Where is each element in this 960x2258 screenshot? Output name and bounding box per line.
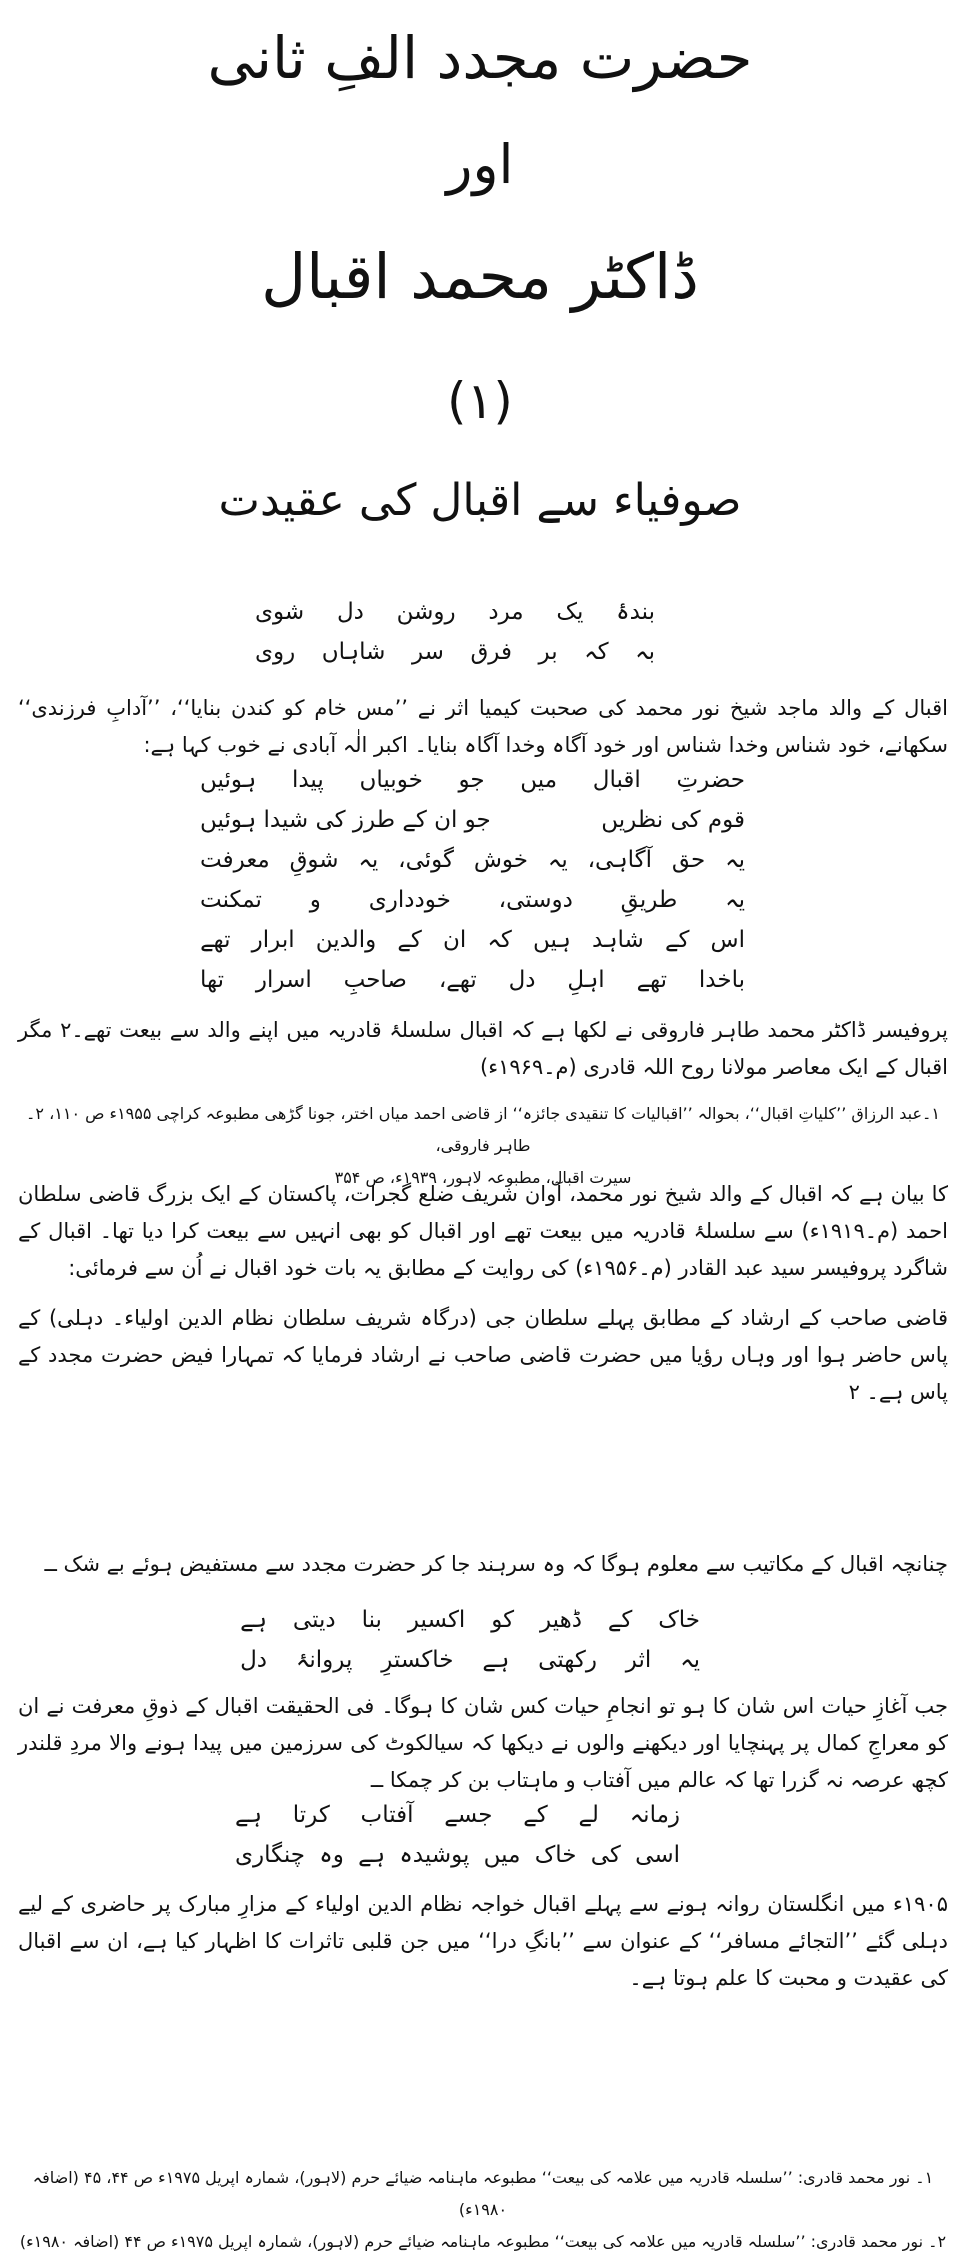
verse-word: روشن	[396, 599, 456, 625]
footnote-line: سیرت اقبال، مطبوعہ لاہور، ۱۹۳۹ء، ص ۳۵۴	[334, 1168, 632, 1187]
verse-line	[200, 960, 745, 1000]
verse-word: میں	[483, 1842, 521, 1868]
verse-line	[255, 632, 655, 672]
verse-persian-couplet	[255, 592, 655, 672]
verse-word: تھے	[200, 927, 231, 953]
verse-word: روی	[255, 639, 296, 665]
verse-word: ڈھیر	[539, 1607, 582, 1633]
verse-word: پیدا	[291, 767, 324, 793]
paragraph-1: اقبال کے والد ماجد شیخ نور محمد کی صحبت کیمیا اثر نے ’’مس خام کو کندن بنایا‘‘، ’’آدابِ فرزندی‘‘ سکھانے، خود شناس وخدا شناس اور خود آگاہ وخدا آگاہ بنایا۔ اکبر الٰہ آبادی نے خوب کہا ہے:	[18, 696, 948, 757]
section-number: (۱)	[447, 372, 513, 430]
verse-word: گوئی،	[398, 847, 454, 873]
verse-word: اقبال	[592, 767, 641, 793]
verse-word: کو	[491, 1607, 515, 1633]
footnotes-2	[18, 2162, 948, 2258]
verse-khak-ke-dhair	[240, 1600, 700, 1680]
verse-word: بر	[538, 639, 558, 665]
verse-word: اہلِ	[567, 967, 605, 993]
verse-word: ہے	[240, 1607, 268, 1633]
verse-word: کرتا	[292, 1802, 330, 1828]
verse-line	[235, 1835, 680, 1875]
paragraph-7: ۱۹۰۵ء میں انگلستان روانہ ہونے سے پہلے اقبال خواجہ نظام الدین اولیاء کے مزارِ مبارک پر حاضری کے لیے دہلی گئے ’’التجائے مسافر‘‘ کے عنوان سے ’’بانگِ درا‘‘ میں جن قلبی تاثرات کا اظہار کیا ہے، ان سے اقبال کی عقیدت و محبت کا علم ہوتا ہے۔	[18, 1892, 948, 1990]
section-title: صوفیاء سے اقبال کی عقیدت	[218, 475, 742, 526]
verse-word: یہ	[358, 847, 379, 873]
verse-line	[200, 880, 745, 920]
verse-word: پوشیدہ	[399, 1842, 470, 1868]
title-connector: اور	[446, 133, 514, 196]
verse-word: فرق	[470, 639, 512, 665]
verse-line	[200, 760, 745, 800]
verse-word: جو ان کے طرز کی شیدا ہوئیں	[200, 807, 491, 833]
verse-word: شاہد	[592, 927, 644, 953]
verse-line	[200, 840, 745, 880]
verse-word: والدین	[315, 927, 377, 953]
verse-akbar-allahabadi	[200, 760, 745, 1000]
verse-word: ان	[442, 927, 467, 953]
verse-word: دیتی	[292, 1607, 336, 1633]
verse-word: یہ	[725, 887, 745, 913]
verse-word: یہ	[547, 847, 568, 873]
verse-word: باخدا	[698, 967, 745, 993]
verse-line	[240, 1600, 700, 1640]
verse-word: تمکنت	[200, 887, 262, 913]
footnote-line: ۱۔عبد الرزاق ’’کلیاتِ اقبال‘‘، بحوالہ ’’اقبالیات کا تنقیدی جائزہ‘‘ از قاضی احمد میاں اختر، جونا گڑھی مطبوعہ کراچی ۱۹۵۵ء ص ۱۱۰، ۲۔ طاہر فاروقی،	[26, 1104, 940, 1155]
verse-word: چنگاری	[235, 1842, 305, 1868]
verse-word: صاحبِ	[343, 967, 407, 993]
verse-line	[200, 800, 745, 840]
verse-word: وہ	[319, 1842, 344, 1868]
verse-word: ہیں	[532, 927, 571, 953]
verse-word: اثر	[625, 1647, 652, 1673]
verse-word: کے	[397, 927, 422, 953]
verse-word: سر	[411, 639, 444, 665]
verse-word: ابرار	[251, 927, 295, 953]
verse-word: معرفت	[200, 847, 270, 873]
paragraph-3: کا بیان ہے کہ اقبال کے والد شیخ نور محمد، آوان شریف ضلع گجرات، پاکستان کے ایک بزرگ قاضی سلطان احمد (م۔۱۹۱۹ء) سے سلسلۂ قادریہ میں بیعت تھے اور اقبال کو بھی انہیں سے بیعت کرا دیا تھا۔ اقبال کے شاگرد پروفیسر سید عبد القادر (م۔۱۹۵۶ء) کی روایت کے مطابق یہ بات خود اقبال نے اُن سے فرمائی:	[18, 1182, 949, 1280]
verse-word: تھے	[636, 967, 668, 993]
verse-word: میں	[520, 767, 558, 793]
verse-word: کے	[523, 1802, 548, 1828]
verse-line	[200, 920, 745, 960]
verse-word: ہے	[482, 1647, 510, 1673]
verse-word: مرد	[488, 599, 524, 625]
verse-word: بنا	[361, 1607, 382, 1633]
verse-word: آگاہی،	[587, 847, 653, 873]
verse-word: کی	[590, 1842, 621, 1868]
verse-word: پروانۂ	[295, 1647, 353, 1673]
verse-word: اسرار	[255, 967, 312, 993]
verse-word: ہے	[235, 1802, 262, 1828]
verse-word: دل	[508, 967, 536, 993]
verse-word: لے	[578, 1802, 599, 1828]
verse-word: خاکسترِ	[381, 1647, 454, 1673]
verse-word: اسی	[635, 1842, 680, 1868]
verse-word: شاہاں	[321, 639, 386, 665]
verse-zamana-le-ke	[235, 1795, 680, 1875]
verse-word: رکھتی	[538, 1647, 597, 1673]
verse-word: یک	[556, 599, 584, 625]
verse-word: حضرتِ	[676, 767, 745, 793]
verse-word: کہ	[584, 639, 609, 665]
paragraph-5: چنانچہ اقبال کے مکاتیب سے معلوم ہوگا کہ وہ سرہند جا کر حضرت مجدد سے مستفیض ہوئے بے شک ــ	[44, 1552, 948, 1576]
footnote-line: ۲۔ نور محمد قادری: ’’سلسلہ قادریہ میں علامہ کی بیعت‘‘ مطبوعہ ماہنامہ ضیائے حرم (لاہور)، شمارہ اپریل ۱۹۷۵ء ص ۴۴ (اضافہ ۱۹۸۰ء)	[19, 2232, 947, 2251]
verse-word: دوستی،	[498, 887, 573, 913]
verse-word: حق	[671, 847, 706, 873]
verse-word: یہ	[680, 1647, 700, 1673]
verse-word: بہ	[635, 639, 655, 665]
verse-word: تھا	[200, 967, 225, 993]
verse-word: اکسیر	[407, 1607, 466, 1633]
verse-line	[240, 1640, 700, 1680]
page-subtitle: ڈاکٹر محمد اقبال	[261, 240, 699, 313]
verse-word: و	[309, 887, 321, 913]
verse-word: خاک	[658, 1607, 700, 1633]
verse-word: یہ	[725, 847, 745, 873]
verse-word: کے	[664, 927, 690, 953]
verse-word: جسے	[444, 1802, 493, 1828]
verse-word: جو	[458, 767, 485, 793]
verse-word: بندۂ	[616, 599, 655, 625]
verse-word: شوقِ	[289, 847, 339, 873]
page-title: حضرت مجدد الفِ ثانی	[207, 24, 753, 92]
verse-word: تھے،	[438, 967, 477, 993]
verse-word: کہ	[487, 927, 512, 953]
verse-word: ہے	[358, 1842, 386, 1868]
verse-line	[255, 592, 655, 632]
verse-word: آفتاب	[360, 1802, 414, 1828]
verse-word: شوی	[255, 599, 305, 625]
verse-word: اس	[710, 927, 745, 953]
verse-word: طریقِ	[620, 887, 678, 913]
verse-word: قوم کی نظریں	[601, 807, 745, 833]
footnote-line: ۱۔ نور محمد قادری: ’’سلسلہ قادریہ میں علامہ کی بیعت‘‘ مطبوعہ ماہنامہ ضیائے حرم (لاہور)، شمارہ اپریل ۱۹۷۵ء ص ۴۴، ۴۵ (اضافہ ۱۹۸۰ء)	[32, 2168, 934, 2219]
verse-word: خاک	[534, 1842, 577, 1868]
verse-word: خوش	[473, 847, 529, 873]
verse-word: خوبیاں	[359, 767, 423, 793]
verse-word: ہوئیں	[200, 767, 257, 793]
paragraph-6: جب آغازِ حیات اس شان کا ہو تو انجامِ حیات کس شان کا ہوگا۔ فی الحقیقت اقبال کے ذوقِ معرفت نے ان کو معراجِ کمال پر پہنچایا اور دیکھنے والوں نے دیکھا کہ سیالکوٹ کی سرزمین میں پیدا ہونے والا مردِ قلندر کچھ عرصہ نہ گزرا تھا کہ عالم میں آفتاب و ماہتاب بن کر چمکا ــ	[18, 1694, 948, 1792]
verse-word: کے	[607, 1607, 633, 1633]
verse-line	[235, 1795, 680, 1835]
paragraph-2: پروفیسر ڈاکٹر محمد طاہر فاروقی نے لکھا ہے کہ اقبال سلسلۂ قادریہ میں اپنے والد سے بیعت تھے۔۲ مگر اقبال کے ایک معاصر مولانا روح اللہ قادری (م۔۱۹۶۹ء)	[18, 1018, 948, 1079]
verse-word: دل	[336, 599, 364, 625]
verse-word: زمانہ	[629, 1802, 680, 1828]
verse-word: دل	[240, 1647, 268, 1673]
paragraph-4: قاضی صاحب کے ارشاد کے مطابق پہلے سلطان جی (درگاہ شریف سلطان نظام الدین اولیاء۔ دہلی) کے پاس حاضر ہوا اور وہاں رؤیا میں حضرت قاضی صاحب نے ارشاد فرمایا کہ تمہارا فیض حضرت مجدد کے پاس ہے۔ ۲	[18, 1306, 948, 1404]
verse-word: خودداری	[368, 887, 451, 913]
